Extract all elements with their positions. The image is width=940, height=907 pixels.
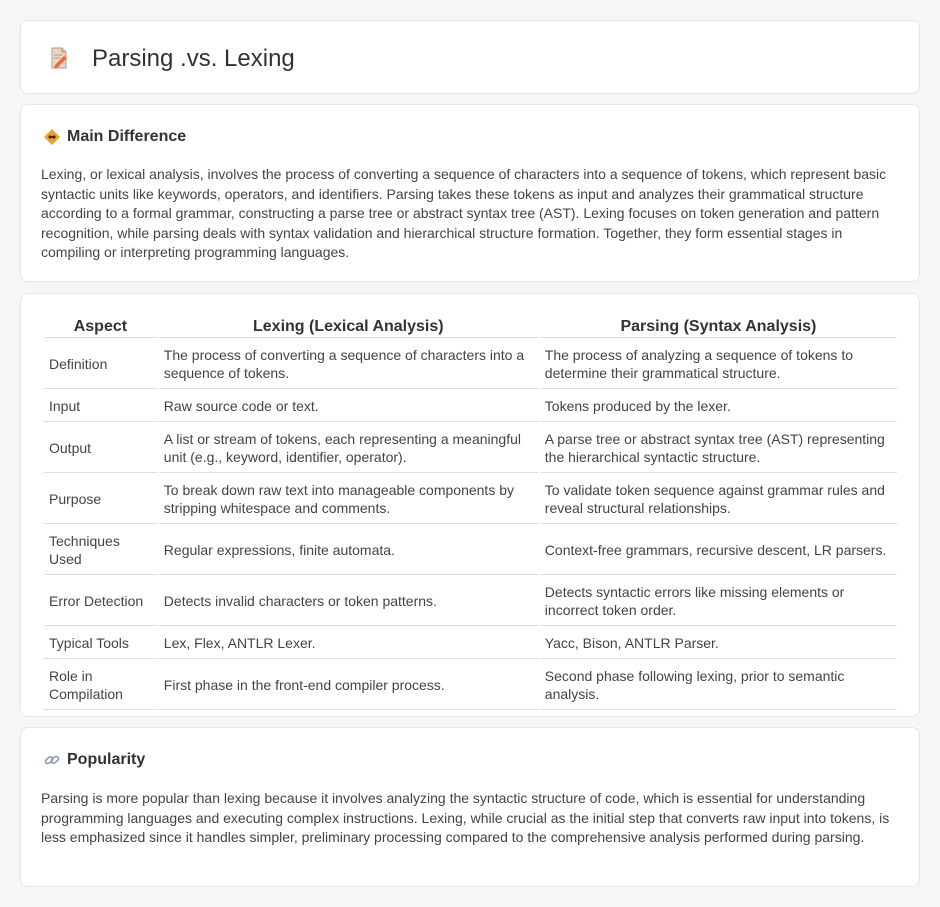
parsing-cell: To validate token sequence against grammar rules and reveal structural relationships. [540,475,897,524]
aspect-cell: Techniques Used [44,526,157,575]
table-row [44,391,897,422]
table-header-row [44,316,897,338]
column-header: Parsing (Syntax Analysis) [540,316,897,338]
lexing-cell: A list or stream of tokens, each representing a meaningful unit (e.g., keyword, identifier, operator). [159,424,538,473]
table-row [44,340,897,389]
table-row [44,661,897,710]
parsing-cell: Yacc, Bison, ANTLR Parser. [540,628,897,659]
aspect-cell: Input [44,391,157,422]
table-row [44,475,897,524]
aspect-cell: Role in Compilation [44,661,157,710]
lexing-cell: Lex, Flex, ANTLR Lexer. [159,628,538,659]
lexing-cell: To break down raw text into manageable components by stripping whitespace and comments. [159,475,538,524]
aspect-cell: Typical Tools [44,628,157,659]
page-title: Parsing .vs. Lexing [92,45,295,72]
parsing-cell: Tokens produced by the lexer. [540,391,897,422]
parsing-cell: The process of analyzing a sequence of tokens to determine their grammatical structure. [540,340,897,389]
popularity-text: Parsing is more popular than lexing because it involves analyzing the syntactic structure of code, which is essential for understanding programming languages and executing complex instructions. Lexing, while crucial as the initial step that converts raw input into tokens, is less emphasized since it handles simpler, preliminary processing compared to the comprehensive analysis performed during parsing. [41,790,890,846]
parsing-cell: Second phase following lexing, prior to semantic analysis. [540,661,897,710]
column-header: Lexing (Lexical Analysis) [159,316,538,338]
lexing-cell: Regular expressions, finite automata. [159,526,538,575]
document-pencil-icon [47,46,71,70]
link-icon [43,751,61,769]
aspect-cell: Error Detection [44,577,157,626]
popularity-card [20,727,920,887]
lexing-cell: The process of converting a sequence of characters into a sequence of tokens. [159,340,538,389]
main-difference-card [20,104,920,282]
lexing-cell: Detects invalid characters or token patterns. [159,577,538,626]
popularity-heading [43,750,145,770]
column-header: Aspect [44,316,157,338]
table-row [44,424,897,473]
lexing-cell: Raw source code or text. [159,391,538,422]
section-title: Popularity [67,751,146,768]
table-row [44,526,897,575]
table-row [44,628,897,659]
aspect-cell: Definition [44,340,157,389]
table-row [44,577,897,626]
aspect-cell: Purpose [44,475,157,524]
lexing-cell: First phase in the front-end compiler process. [159,661,538,710]
diamond-arrows-icon [43,128,61,146]
comparison-card [20,293,920,717]
section-title: Main Difference [67,128,187,145]
parsing-cell: Context-free grammars, recursive descent, LR parsers. [540,526,897,575]
aspect-cell: Output [44,424,157,473]
header-card [20,20,920,94]
main-difference-text: Lexing, or lexical analysis, involves the process of converting a sequence of characters into a sequence of tokens, which represent basic syntactic units like keywords, operators, and identifiers. Parsing takes these tokens as input and analyzes their grammatical structure according to a formal grammar, constructing a parse tree or abstract syntax tree (AST). Lexing focuses on token generation and pattern recognition, while parsing deals with syntax validation and hierarchical structure formation. Together, they form essential stages in compiling or interpreting programming languages. [41,166,887,261]
parsing-cell: A parse tree or abstract syntax tree (AST) representing the hierarchical syntactic structure. [540,424,897,473]
comparison-table [42,314,899,712]
main-difference-heading [43,127,186,147]
parsing-cell: Detects syntactic errors like missing elements or incorrect token order. [540,577,897,626]
